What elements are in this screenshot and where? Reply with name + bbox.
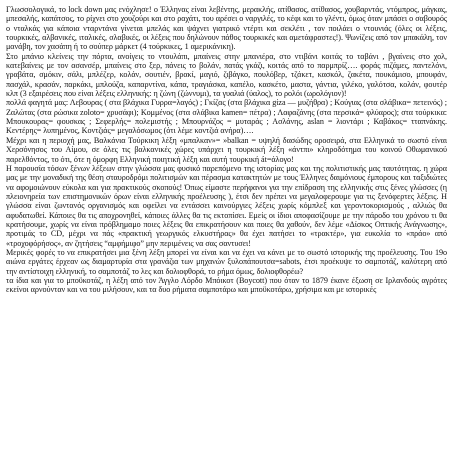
paragraph-7: τα ίδια και για το μποϋκοτάζ, η λέξη από τον Άγγλο Λόρδο Μπόικοτ (Boycott) που όταν το 1879 έκανε έξωση σε Ιρλανδούς αγρότες εκείνοι αρνούνταν και να του μιλήσουν, και τα δυο ρήματα σαμποτάρω και μποϋκοτάρω, χρήσιμα και με ιστορικές [6, 275, 447, 295]
document-page [6, 5, 447, 449]
paragraph-1: Γλωσσολογικά, το lock down μας ενόχλησε! ο Έλληνας είναι λεβέντης, μερακλής, ατίθασος, ατίθασος, χουβαρντάς, ντόμπρος, μάγκας, μπεσαλής, καπάτσος, το ρίχνει στο χουζούρι και στο ραχάτι, του αρέσει ο ναργιλές, το κέφι και το γλέντι, όμως όταν μπάσει ο σαβουρός ο νταλκάς για κάποια νταρντάνα γίνεται μπελάς και ψάχνει γιατρικό ντέρτι και σεκλέτι , τον ποιλάει ο ντουνιάς (όλες οι λέξεις, τουρκικές, αλβανικές, ιταλικές, σλαβικές, οι λέξεις που δηλώνουν πάθος τουρκικές και αμετάφραστες!). Ψωνίζεις από τον μπακάλη, τον μανάβη, τον χασάπη ή το σούπερ μάρκετ (4 τούρκικες, 1 αμερικάνικη). [6, 5, 447, 52]
paragraph-4: Μέχρι και η περιοχή μας, Βαλκάνια Τούρκικη λέξη «μπαλκαν»= »balkan = υψηλή δασώδης οροσειρά, στα Ελληνικά το σωστό είναι Χερσόνησος του Αίμου, σε όλες τις βαλκανικές χώρες υπάρχει η τουρκική λέξη «άντπι» κληροδότημα του κοινού Οθωμανικού παρελθόντος, το ότι, ότε η όμορφη Ελληνική ποιητική λέξη και αυτή τουρκική át=άλογο! [6, 135, 447, 164]
paragraph-2: Στο μπάνιο κλείνεις την πόρτα, ανοίγεις το ντουλάπι, μπαίνεις στην μπανιέρα, στο ντιβάνι κοιτάς το ταβάνι , βγαίνεις στο χολ, κατεβαίνεις με τον ασανσέρ, μπαίνεις στο ξερ, πάνεις το βολάν, πατάς γκάζι, κοιτάς από το παρμπρίζ…. φοράς πιζάμες, παντελόνι, γραβάτα, σμόκιν, σάλι, μπλέζερ, κολάν, σουτιέν, βρακί, μαγιό, ζιβάγκο, πουλόβερ, τζάκετ, κασκόλ, ζακέτα, πουκάμισο, μπουφάν, πασχάλ, κρασάν, παρκάκι, μπλούζα, καπαρντίνα, κάπα, τραγιάσκα, καπέλο, κασκέτο, μαστα, γάντια, γιλέκο, γαλότσα, κολάν, φουτέρ κλπ (3 εξαιρέσεις που είναι λέξεις ελληνικής: η ζώνη (ζώννυμι), τα γυαλιά (ύαλος), το ρολόι (ωρολόγιον)! [6, 51, 447, 99]
paragraph-5: Η παρουσία τόσων ξένων λέξεων στην γλώσσα μας φυσικό παρεπόμενο της ιστορίας μας και της πολιτιστικής μας ταυτότητας. η χώρα μας με την μοναδική της θέση σταυροδρόμι πολιτισμών και πέρασμα κατακτητών με τους Έλληνες δαιμόνιους έμπορους και ταξιδιώτες να αφομοιώνουν εύκολα και για πρακτικούς σκοπούς! Όπως είμαστε περήφανοι για την επίδραση της ελληνικής στις ξένες γλώσσες (η πλειονηρεία των επιστημονικών όρων είναι ελληνικής προέλευσης ), έτσι δεν πρέπει να μεγαλοφερουμε για τις ξενόφερτες λέξεις. Η γλώσσα είναι ζωντανός οργανισμός και οφείλει να εντάσσει καινούργιες λέξεις χωρίς κόμπλεξ και γεροντοκορισμούς , αλλιώς θα αφυδατωθεί. Κάποιες θα τις αποχρονηθεί, κάποιες άλλες θα τις εκτοπίσει. Εμείς οι ίδιοι αποφασίζουμε με την πάροδο του χρόνου τι θα κρατήσουμε, χωρίς να είναι πρόβλημαμο ποιες λέξεις θα επικρατήσουν και ποιες θα χαθούν, δεν λέμε «Δίσκος Οπτικής Ανάγνωσης», προτιμάς το CD, μέχρι να πάς «πρακτική γεωργικός ελκυστήρας» θα έχει πατήσει το «τρακτέρ», για ευκολία το «πράο» από «τροχοφόρήσος», αν ζητήσεις “αμφήμιφο” μην περιμένεις να σας σαντυσει! [6, 163, 447, 248]
paragraph-6: Μερικές φορές το να επικρατήσει μια ξένη λέξη μπορεί να είναι και να έχει να κάνει με το σωστό ιστορικής της προέλευσης. Του 19ο αιώνα εργάτες έρχεαν ως διαμαρτυρία στα γρανάζια των μηχανών ξυλοπάπουτσα=sabots, έτσι προέκυψε το σαμποτάζ, καλύτερη από την αντίστοιχη ελληνική, το σαμποτάζ το λες και δολιοφθορά, το ρήμα όμως, δολιοφθορέω? [6, 247, 447, 276]
paragraph-3: πολλά φαγητά μας: Λεβουρας ( στα βλάχικα Γυρρα=λαγός) ; Γκίζας (στα βλάχικα gίza — μυζήθρα) ; Κούγιας (στα σλάβικα= πετεινός) ; Ζαλώτας (στα ρώσικα zoloto= χρυσάφι); Κομμένος (στα σλάβικα kamen= πέτρα) ; Λαφαζάνης (στα περσικά= φλύαρος); στα τούρκικα: Μπουκουρας= φουσκας ; Σεφερλής= πολεμιστής ; Μπουρνάζος = μυταράς ; Ασλάνης, aslan = λιοντάρι ; Καβάκος= τταπνάκης. Κεντέρης= λυπημένος, Κοντζιάς= μεγαλόσωμος (ότι λέμε κοντζιά ανήρα)…. [6, 98, 447, 136]
